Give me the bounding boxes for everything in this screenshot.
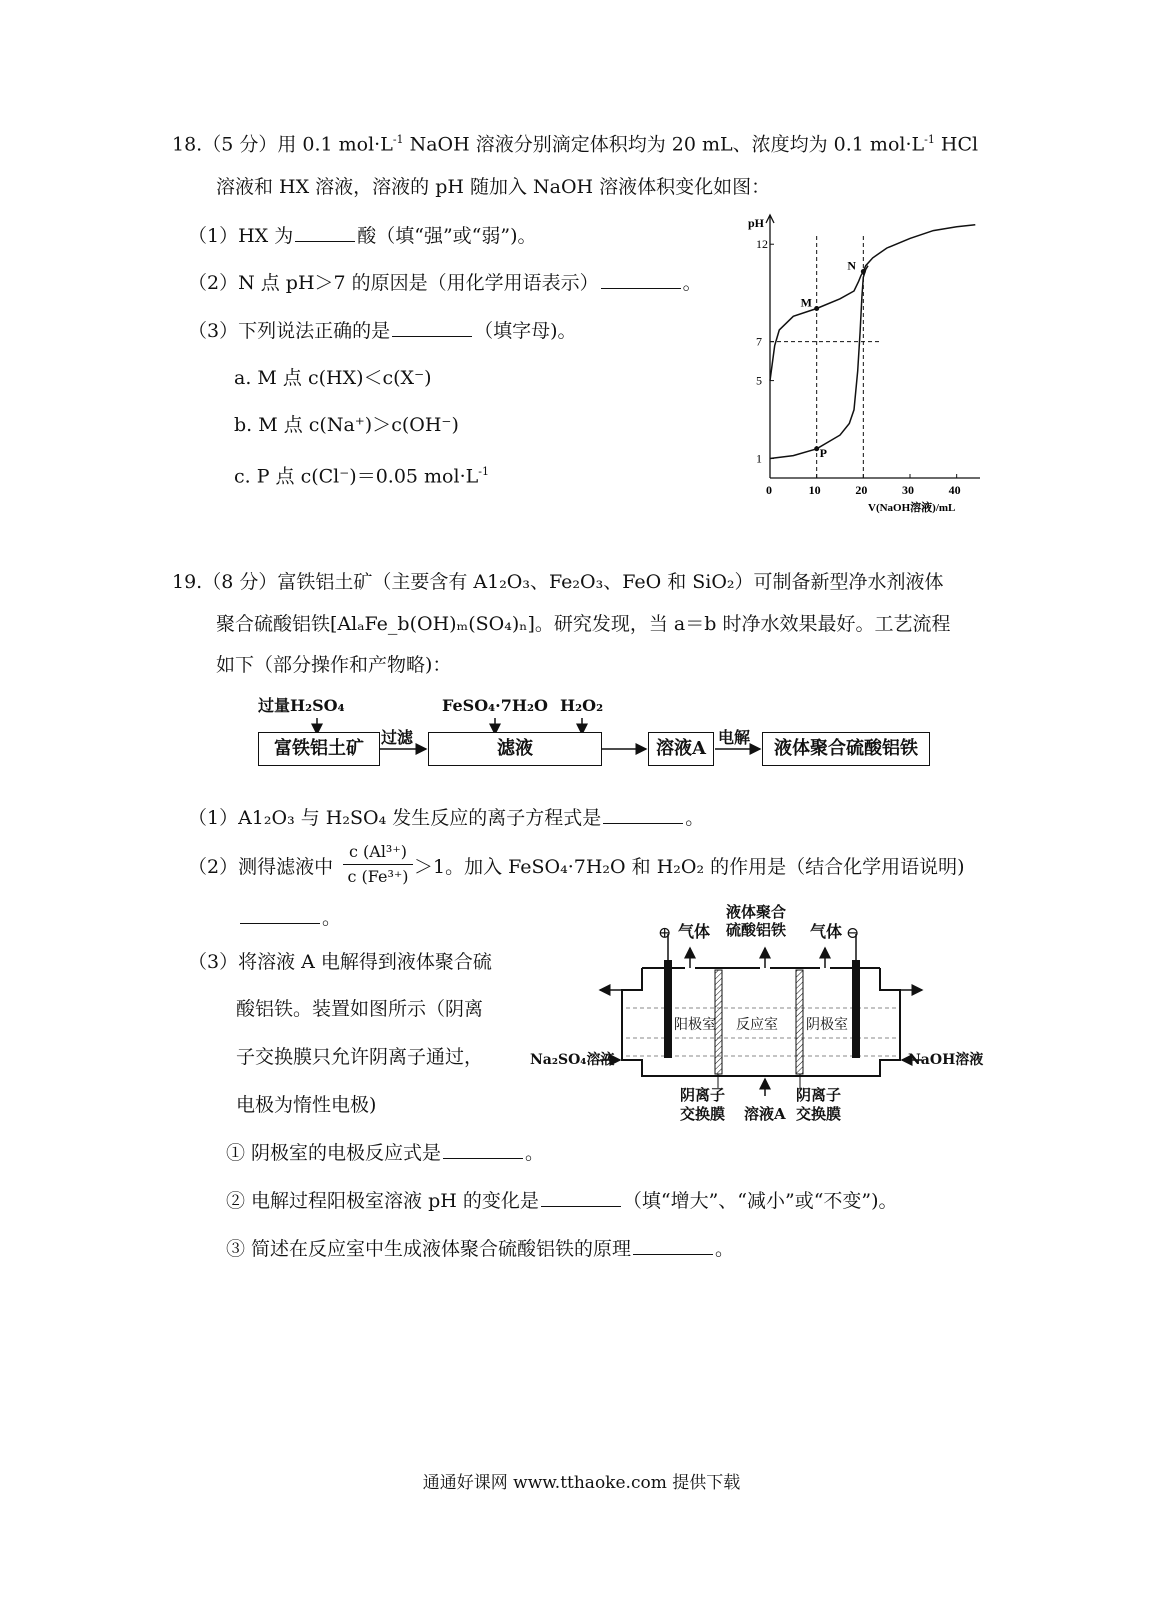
q19-sub2-text: ② 电解过程阳极室溶液 pH 的变化是 (226, 1190, 539, 1212)
flow-box-product: 液体聚合硫酸铝铁 (762, 732, 930, 766)
x-tick-label: 10 (808, 483, 821, 497)
q19-part1-suffix: 。 (685, 807, 705, 829)
x-tick-label: 30 (902, 483, 914, 497)
answer-blank[interactable] (541, 1188, 621, 1207)
q19-sub1-text: ① 阴极室的电极反应式是 (226, 1142, 442, 1164)
flow-box-bauxite: 富铁铝土矿 (258, 732, 380, 766)
q18-option-a: a. M 点 c(HX)＜c(X⁻) (234, 367, 432, 389)
q19-part3-line2: 酸铝铁。装置如图所示（阴离 (236, 998, 484, 1020)
q19-sub2-suffix: （填“增大”、“减小”或“不变”)。 (622, 1190, 898, 1212)
flow-reagent-feso4: FeSO₄·7H₂O (442, 696, 548, 715)
superscript: -1 (478, 465, 489, 478)
q19-part3-line3: 子交换膜只允许阴离子通过， (236, 1046, 484, 1068)
flow-box-filtrate: 滤液 (428, 732, 602, 766)
answer-blank[interactable] (443, 1140, 523, 1159)
q19-part2-answer-line (238, 905, 341, 930)
q19-stem-line1: 19.（8 分）富铁铝土矿（主要含有 A1₂O₃、Fe₂O₃、FeO 和 SiO₂）可制备新型净水剂液体 (172, 571, 944, 593)
point-label: N (847, 258, 857, 273)
q19-part2-question: ＞1。加入 FeSO₄·7H₂O 和 H₂O₂ 的作用是（结合化学用语说明) (414, 856, 965, 878)
q18-option-c (234, 460, 489, 488)
flow-box-solution-a: 溶液A (648, 732, 714, 766)
q19-sub1-suffix: 。 (525, 1142, 545, 1164)
fraction-denominator: c (Fe³⁺) (347, 867, 409, 886)
q18-part3 (188, 318, 577, 343)
membrane-right-label-2: 交换膜 (796, 1105, 842, 1123)
q19-sub3-text: ③ 简述在反应室中生成液体聚合硫酸铝铁的原理 (226, 1238, 632, 1260)
reaction-chamber-label: 反应室 (736, 1017, 778, 1033)
answer-blank[interactable] (240, 905, 320, 924)
hcl-titration-curve (770, 266, 868, 459)
flow-reagent-h2o2: H₂O₂ (560, 696, 604, 715)
gas-label-left: 气体 (678, 922, 711, 941)
anode-plus-icon: ⊕ (658, 923, 672, 942)
page-footer: 通通好课网 www.tthaoke.com 提供下载 (422, 1473, 741, 1493)
flow-step-electrolysis: 电解 (718, 728, 751, 747)
na2so4-inlet-label: Na₂SO₄溶液 (530, 1052, 615, 1068)
titration-chart (740, 205, 1000, 525)
q19-part1-text: （1）A1₂O₃ 与 H₂SO₄ 发生反应的离子方程式是 (188, 807, 602, 829)
product-label-line2: 硫酸铝铁 (726, 921, 787, 939)
superscript: -1 (392, 133, 404, 146)
q18-stem-line1 (172, 128, 978, 156)
point-n (861, 269, 866, 274)
flow-step-filter: 过滤 (381, 728, 414, 747)
fraction-numerator: c (Al³⁺) (343, 840, 413, 865)
y-tick-label: 12 (756, 237, 768, 252)
q18-stem-part-c: HCl (934, 133, 979, 156)
q18-part2-suffix: 。 (682, 272, 702, 294)
point-label: P (819, 445, 828, 460)
q19-sub3-suffix: 。 (715, 1238, 735, 1260)
q19-sub3 (226, 1236, 734, 1261)
q19-part2 (188, 840, 1018, 900)
gas-label-right: 气体 (810, 922, 843, 941)
q18-part1 (188, 223, 537, 248)
point-p (814, 446, 819, 451)
y-tick-label: 1 (756, 451, 762, 466)
q18-part2-text: （2）N 点 pH＞7 的原因是（用化学用语表示） (188, 272, 599, 294)
x-tick-label: 20 (855, 483, 868, 497)
answer-blank[interactable] (392, 318, 472, 337)
cathode-chamber-label: 阴极室 (806, 1017, 848, 1033)
q19-part1 (188, 805, 704, 830)
q19-stem-line2: 聚合硫酸铝铁[AlₐFe_b(OH)ₘ(SO₄)ₙ]。研究发现，当 a＝b 时净水效果最好。工艺流程 (216, 613, 951, 635)
electrolysis-cell-diagram (530, 898, 990, 1128)
x-tick-label: 0 (766, 483, 772, 497)
solution-a-inlet-label: 溶液A (744, 1105, 786, 1123)
naoh-inlet-label: NaOH溶液 (908, 1052, 984, 1068)
q18-stem-line2: 溶液和 HX 溶液，溶液的 pH 随加入 NaOH 溶液体积变化如图： (216, 176, 771, 198)
answer-blank[interactable] (603, 805, 683, 824)
q18-part3-suffix: （填字母)。 (474, 320, 577, 342)
x-axis-label: V(NaOH溶液)/mL (868, 502, 956, 514)
q18-part3-text: （3）下列说法正确的是 (188, 320, 391, 342)
superscript: -1 (924, 133, 935, 146)
y-axis-label: pH (748, 216, 765, 230)
cathode-minus-icon: ⊖ (846, 923, 860, 942)
q18-stem-part-a: 18.（5 分）用 0.1 mol·L (172, 133, 393, 156)
q18-part1-text: （1）HX 为 (188, 225, 294, 247)
q19-sub2 (226, 1188, 898, 1213)
q18-part2 (188, 270, 702, 295)
q19-sub1 (226, 1140, 544, 1165)
q19-stem-line3: 如下（部分操作和产物略)： (216, 654, 452, 676)
y-tick-label: 7 (756, 334, 762, 349)
q19-part3-line1: （3）将溶液 A 电解得到液体聚合硫 (188, 951, 492, 973)
q18-stem-part-b: NaOH 溶液分别滴定体积均为 20 mL、浓度均为 0.1 mol·L (403, 133, 925, 156)
concentration-ratio-fraction (343, 840, 413, 889)
product-label-line1: 液体聚合 (726, 903, 787, 921)
process-flow-diagram (250, 690, 950, 780)
point-label: M (800, 295, 812, 310)
q18-option-c-text: c. P 点 c(Cl⁻)＝0.05 mol·L (234, 465, 479, 488)
flow-reagent-h2so4: 过量H₂SO₄ (258, 696, 345, 715)
x-tick-label: 40 (948, 483, 961, 497)
membrane-right-label-1: 阴离子 (796, 1086, 842, 1104)
membrane-left-label-2: 交换膜 (680, 1105, 726, 1123)
answer-blank[interactable] (633, 1236, 713, 1255)
answer-blank[interactable] (295, 223, 355, 242)
q19-part3-line4: 电极为惰性电极) (236, 1094, 377, 1116)
q18-option-b: b. M 点 c(Na⁺)＞c(OH⁻) (234, 414, 459, 436)
q19-part2-text: （2）测得滤液中 (188, 856, 334, 878)
answer-blank[interactable] (601, 270, 681, 289)
y-tick-label: 5 (756, 373, 762, 388)
membrane-left-label-1: 阴离子 (680, 1086, 726, 1104)
anode-chamber-label: 阳极室 (674, 1017, 716, 1033)
q18-part1-suffix: 酸（填“强”或“弱”)。 (357, 225, 537, 247)
q19-part2-suffix: 。 (322, 907, 342, 929)
point-m (814, 306, 819, 311)
